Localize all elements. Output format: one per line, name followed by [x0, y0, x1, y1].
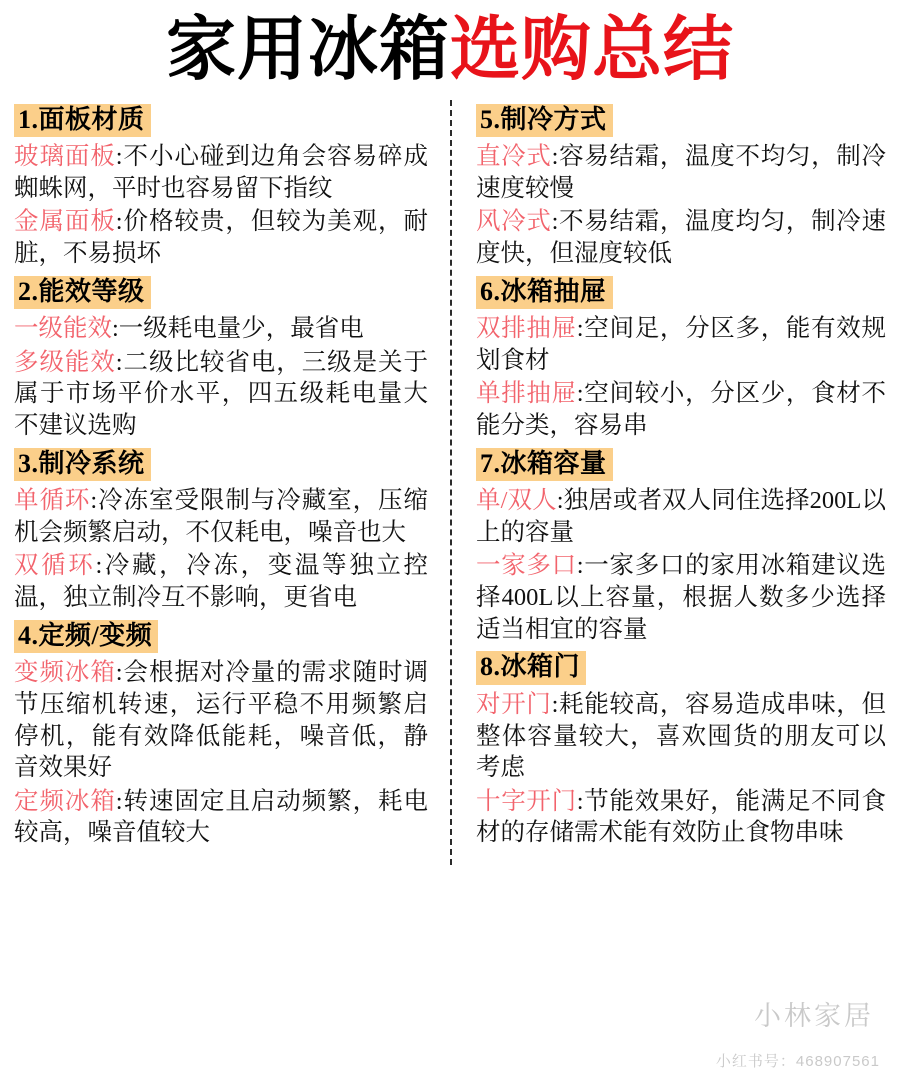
- item-desc: :空间足，分区多，能有效规划食材: [476, 315, 886, 374]
- right-column: [450, 104, 886, 855]
- list-item: [14, 485, 428, 548]
- list-item: [14, 550, 428, 613]
- list-item: [476, 550, 886, 645]
- list-item: [476, 141, 886, 204]
- item-term: 双循环: [14, 552, 96, 580]
- title-red-part: 选购总结: [450, 12, 734, 89]
- list-item: [476, 485, 886, 548]
- item-term: 多级能效: [14, 348, 116, 376]
- item-term: 玻璃面板: [14, 143, 116, 171]
- list-item: [476, 786, 886, 849]
- item-desc: :转速固定且启动频繁，耗电较高，噪音值较大: [14, 787, 428, 847]
- list-item: [476, 378, 886, 441]
- section-heading: 5.制冷方式: [476, 104, 613, 138]
- item-term: 双排抽屉: [476, 315, 577, 343]
- item-desc: :一级耗电量少，最省电: [112, 315, 364, 343]
- item-desc: :独居或者双人同住选择200L以上的容量: [476, 487, 886, 546]
- list-item: [14, 141, 428, 204]
- item-desc: :二级比较省电，三级是关于属于市场平价水平，四五级耗电量大不建议选购: [14, 348, 428, 439]
- item-term: 一家多口: [476, 552, 577, 580]
- list-item: [476, 689, 886, 784]
- list-item: [476, 313, 886, 376]
- section-cooling-system: [14, 448, 428, 614]
- section-heading: 6.冰箱抽屉: [476, 276, 613, 310]
- section-drawers: [476, 276, 886, 442]
- item-desc: :冷藏，冷冻，变温等独立控温，独立制冷互不影响，更省电: [14, 552, 428, 612]
- item-term: 单/双人: [476, 487, 557, 515]
- item-desc: :空间较小，分区少，食材不能分类，容易串: [476, 380, 886, 439]
- section-heading: 3.制冷系统: [14, 448, 151, 482]
- list-item: [476, 206, 886, 269]
- item-term: 对开门: [476, 690, 552, 718]
- section-fixed-vs-variable-frequency: [14, 620, 428, 849]
- column-divider: [450, 100, 452, 865]
- item-term: 单排抽屉: [476, 380, 577, 408]
- item-desc: :会根据对冷量的需求随时调节压缩机转速，运行平稳不用频繁启停机，能有效降低能耗，噪音低，静音效果好: [14, 659, 428, 782]
- content-columns: [14, 98, 886, 855]
- item-term: 风冷式: [476, 208, 552, 236]
- list-item: [14, 786, 428, 849]
- item-term: 定频冰箱: [14, 787, 116, 815]
- item-term: 一级能效: [14, 315, 112, 343]
- item-desc: :一家多口的家用冰箱建议选择400L以上容量，根据人数多少选择适当相宜的容量: [476, 552, 886, 643]
- watermark-account: 小红书号：468907561: [715, 1053, 880, 1070]
- section-energy-rating: [14, 276, 428, 442]
- item-term: 变频冰箱: [14, 659, 116, 687]
- list-item: [14, 657, 428, 783]
- item-term: 金属面板: [14, 208, 116, 236]
- section-heading: 1.面板材质: [14, 104, 151, 138]
- list-item: [14, 313, 428, 345]
- section-capacity: [476, 448, 886, 646]
- section-cooling-method: [476, 104, 886, 270]
- item-desc: :价格较贵，但较为美观，耐脏，不易损坏: [14, 208, 428, 267]
- section-heading: 7.冰箱容量: [476, 448, 613, 482]
- item-desc: :耗能较高，容易造成串味，但整体容量较大，喜欢囤货的朋友可以考虑: [476, 690, 887, 782]
- list-item: [14, 347, 428, 442]
- item-term: 直冷式: [476, 143, 552, 171]
- item-desc: :冷冻室受限制与冷藏室，压缩机会频繁启动，不仅耗电，噪音也大: [14, 487, 429, 546]
- section-heading: 4.定频/变频: [14, 620, 158, 654]
- item-desc: :容易结霜，温度不均匀，制冷速度较慢: [476, 143, 887, 202]
- section-door-type: [476, 651, 886, 849]
- item-desc: :不小心碰到边角会容易碎成蜘蛛网，平时也容易留下指纹: [14, 143, 428, 202]
- item-term: 十字开门: [476, 787, 577, 815]
- title-black-part: 家用冰箱: [166, 12, 450, 89]
- item-term: 单循环: [14, 487, 91, 515]
- item-desc: :节能效果好，能满足不同食材的存储需术能有效防止食物串味: [476, 787, 886, 847]
- item-desc: :不易结霜，温度均匀，制冷速度快，但湿度较低: [476, 208, 887, 267]
- page-title: [14, 0, 886, 98]
- left-column: [14, 104, 450, 855]
- section-panel-material: [14, 104, 428, 270]
- list-item: [14, 206, 428, 269]
- section-heading: 2.能效等级: [14, 276, 151, 310]
- section-heading: 8.冰箱门: [476, 651, 586, 685]
- watermark-main: 小林家居: [754, 1001, 874, 1031]
